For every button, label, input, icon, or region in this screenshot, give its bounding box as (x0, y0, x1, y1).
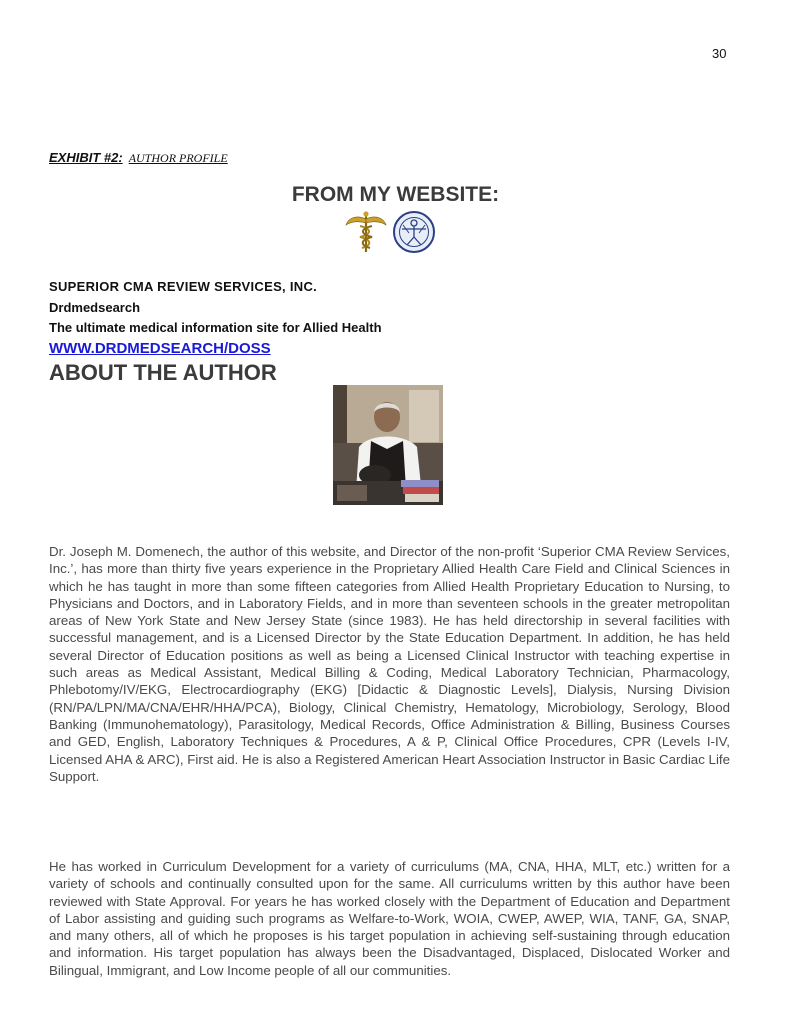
author-name: Dr. Joseph M. Domenech (49, 544, 200, 559)
company-name: SUPERIOR CMA REVIEW SERVICES, INC. (49, 279, 318, 294)
bio-paragraph-1 (49, 543, 730, 785)
page-number: 30 (712, 46, 727, 61)
medical-seal-icon (392, 210, 436, 254)
brand-name: Drdmedsearch (49, 300, 141, 315)
exhibit-header (49, 150, 228, 166)
bio-paragraph-2: He has worked in Curriculum Development for a variety of curriculums (MA, CNA, HHA, MLT, etc.) written for a variety of schools and continually consulted upon for the same. All curriculums written by this author have been reviewed with State Approval. For years he has worked closely with the Department of Education and Department of Labor assisting and guiding such programs as Welfare-to-Work, WOIA, CWEP, AWEP, WIA, TANF, GA, SNAP, and many others, all of which he proposes is his target population in achieving self-sustaining through education and information. His target population has always been the Disadvantaged, Displaced, Dislocated Worker and Bilingual, Immigrant, and Low Income people of all our communities. (49, 859, 730, 978)
caduceus-icon (345, 210, 387, 254)
site-heading: FROM MY WEBSITE: (291, 183, 500, 206)
author-photo (333, 385, 443, 505)
website-link[interactable]: WWW.DRDMEDSEARCH/DOSS (49, 340, 271, 357)
about-heading: ABOUT THE AUTHOR (49, 360, 277, 385)
exhibit-subtitle: AUTHOR PROFILE (128, 151, 228, 165)
bio-paragraph-1-text: , the author of this website, and Director of the non-profit ‘Superior CMA Review Services, Inc.’, has more than thirty five years experience in the Proprietary Allied Health Care Field and Clinical Sciences in which he has taught in more than some fifteen categories from Allied Health Proprietary Education to Nursing, to Physicians and Doctors, and in Laboratory Fields, and in more than seventeen schools in the greater metropolitan areas of New York State and New Jersey State (since 1983). He has held directorship in several facilities with successful management, and is a Licensed Director by the State Education Department. In addition, he has held several Director of Education positions as well as being a Licensed Clinical Instructor with teaching expertise in such areas as Medical Assistant, Medical Billing & Coding, Medical Laboratory Technician, Pharmacology, Phlebotomy/IV/EKG, Electrocardiography (EKG) [Didactic & Diagnostic Levels], Dialysis, Nursing Division (RN/PA/LPN/MA/CNA/EHR/HHA/PCA), Biology, Clinical Chemistry, Hematology, Microbiology, Serology, Blood Banking (Immunohematology), Parasitology, Medical Records, Office Administration & Billing, Business Courses and GED, English, Laboratory Techniques & Procedures, A & P, Clinical Office Procedures, CPR (Levels I-IV, Licensed AHA & ARC), First aid. He is also a Registered American Heart Association Instructor in Basic Cardiac Life Support. (49, 544, 730, 784)
site-tagline: The ultimate medical information site for Allied Health (49, 320, 382, 335)
exhibit-label: EXHIBIT #2: (49, 150, 123, 165)
